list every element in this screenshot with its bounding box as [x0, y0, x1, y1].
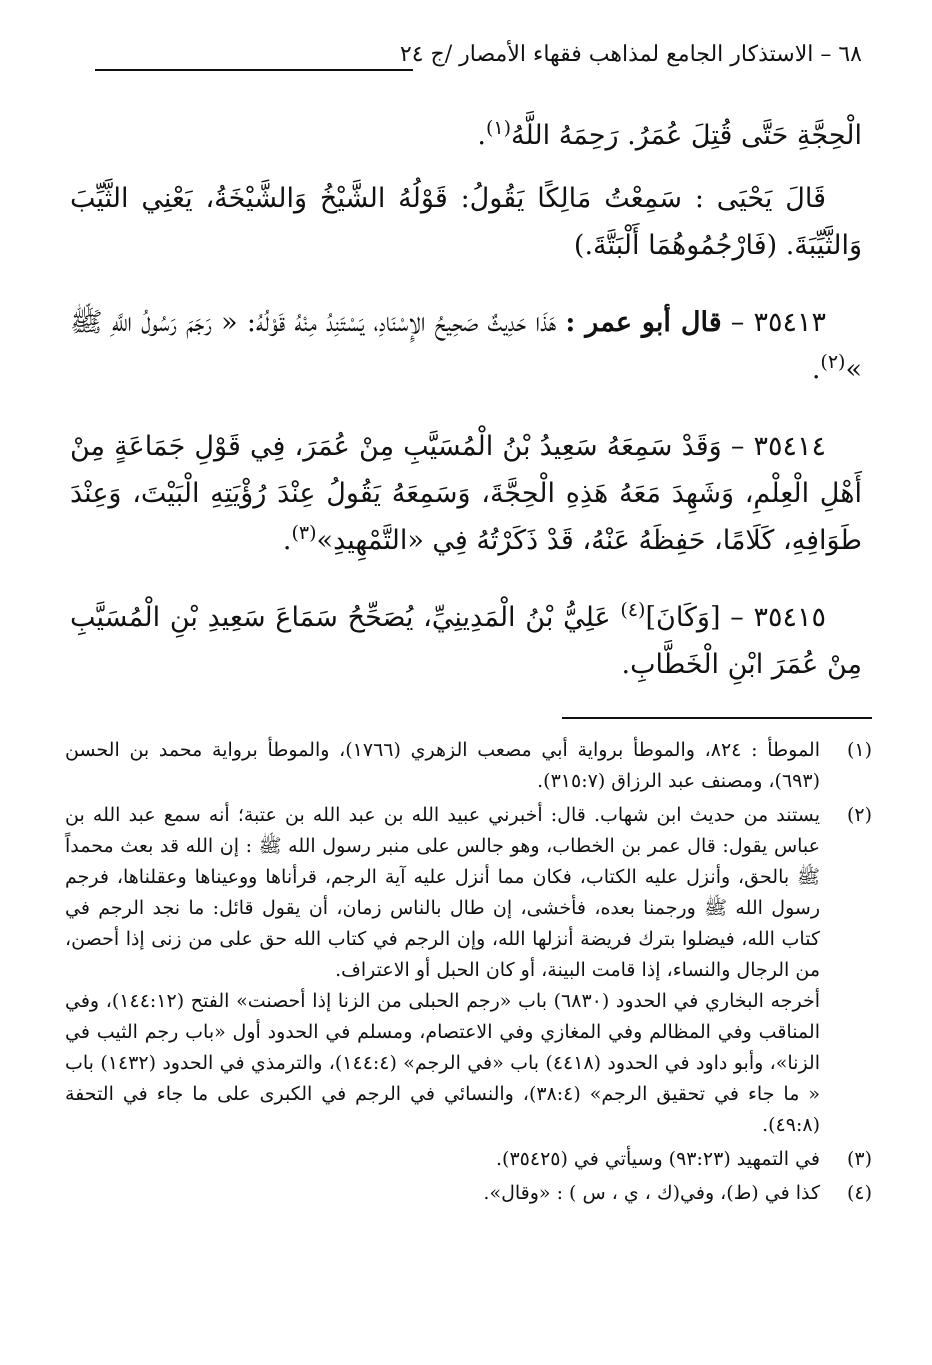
footnote-1 [65, 735, 872, 797]
footnote-separator [562, 717, 872, 719]
paragraph-35414 [70, 423, 862, 564]
paragraph-continuation [70, 112, 862, 159]
footnote-number: (٣) [846, 1148, 872, 1170]
footnote-4 [65, 1178, 872, 1209]
paragraph-end: . [811, 354, 821, 385]
footnote-body [65, 800, 820, 1141]
footnote-number: (٤) [846, 1182, 872, 1204]
footnote-body [65, 735, 820, 797]
footnote-2 [65, 800, 872, 1141]
paragraph-text: هَذَا حَدِيثٌ صَحِيحُ الإِسْنَادِ، يَسْتَنِدُ مِنْهُ قَوْلُهُ: « رَجَمَ رَسُولُ اللَّهِ ﷺ » [70, 307, 862, 385]
continuation-end: . [477, 120, 486, 151]
paragraph-number: ٣٥٤١٥ – [730, 602, 826, 633]
paragraph-35413 [70, 299, 862, 393]
paragraph-yahya: قَالَ يَحْيَى : سَمِعْتُ مَالِكًا يَقُولُ: قَوْلُهُ الشَّيْخُ وَالشَّيْخَةُ، يَعْنِي الثَّيِّبَ وَالثَّيِّبَةَ. (فَارْجُمُوهُمَا أَلْبَتَّةَ.) [70, 183, 862, 261]
footnote-ref-3[interactable]: (٣) [291, 522, 317, 544]
footnote-text: كذا في (ط)، وفي(ك ، ي ، س ) : «وقال». [483, 1182, 820, 1204]
continuation-text: الْحِجَّةِ حَتَّى قُتِلَ عُمَرُ. رَحِمَهُ اللَّهُ [511, 120, 862, 151]
footnote-ref-1[interactable]: (١) [485, 117, 512, 139]
paragraph-35415 [70, 594, 862, 688]
footnote-body [65, 1178, 820, 1209]
header-title: ٦٨ – الاستذكار الجامع لمذاهب فقهاء الأمصار /ج ٢٤ [399, 42, 862, 67]
footnote-ref-2[interactable]: (٢) [820, 351, 846, 373]
paragraph-number: ٣٥٤١٤ – [730, 431, 826, 462]
paragraph-text: عَلِيُّ بْنُ الْمَدِينِيِّ، يُصَحِّحُ سَمَاعَ سَعِيدِ بْنِ الْمُسَيَّبِ مِنْ عُمَرَ ابْنِ الْخَطَّابِ. [70, 602, 862, 680]
footnote-text: الموطأ : ٨٢٤، والموطأ برواية أبي مصعب الزهري (١٧٦٦)، والموطأ برواية محمد بن الحسن (٦٩٣)، ومصنف عبد الرزاق (٣١٥:٧). [65, 739, 820, 792]
footnotes [65, 735, 872, 1212]
footnote-text: في التمهيد (٩٣:٢٣) وسيأتي في (٣٥٤٢٥). [496, 1148, 820, 1170]
speaker-label: قال أبو عمر : [565, 307, 722, 338]
header-rule [95, 69, 413, 71]
running-header [95, 40, 862, 80]
paragraph-end: . [282, 525, 292, 556]
paragraph-text: وَقَدْ سَمِعَهُ سَعِيدُ بْنُ الْمُسَيَّبِ مِنْ عُمَرَ، فِي قَوْلِ جَمَاعَةٍ مِنْ أَهْلِ الْعِلْمِ، وَشَهِدَ مَعَهُ هَذِهِ الْحِجَّةَ، وَسَمِعَهُ يَقُولُ عِنْدَ رُؤْيَتِهِ الْبَيْتَ، وَعِنْدَ طَوَافِهِ، كَلَامًا، حَفِظَهُ عَنْهُ، قَدْ ذَكَرْتُهُ فِي «التَّمْهِيدِ» [70, 431, 862, 556]
footnote-ref-4[interactable]: (٤) [620, 599, 646, 621]
footnote-text: يستند من حديث ابن شهاب. قال: أخبرني عبيد الله بن عبد الله بن عتبة؛ أنه سمع عبد الله بن عباس يقول: قال عمر بن الخطاب، وهو جالس على منبر رسول الله ﷺ : إن الله قد بعث محمداً ﷺ بالحق، وأنزل عليه الكتاب، فكان مما أنزل عليه آية الرجم، قرأناها ووعيناها وعقلناها، فرجم رسول الله ﷺ ورجمنا بعده، فأخشى، إن طال بالناس زمان، أن يقول قائل: ما نجد الرجم في كتاب الله، فيضلوا بترك فريضة أنزلها الله، وإن الرجم في كتاب الله حق على من زنى إذا أحصن، من الرجال والنساء، إذا قامت البينة، أو كان الحبل أو الاعتراف. [65, 804, 820, 981]
bracketed-insertion: [وَكَانَ] [645, 602, 721, 633]
footnote-number: (١) [846, 739, 872, 761]
footnote-number: (٢) [846, 804, 872, 826]
footnote-body [65, 1144, 820, 1175]
footnote-3 [65, 1144, 872, 1175]
main-text [70, 112, 862, 704]
paragraph-number: ٣٥٤١٣ – [730, 307, 826, 338]
footnote-text-takhrij: أخرجه البخاري في الحدود (٦٨٣٠) باب «رجم الحبلى من الزنا إذا أحصنت» الفتح (١٤٤:١٢)، وفي المناقب وفي المظالم وفي المغازي وفي الاعتصام، ومسلم في الحدود أول «باب رجم الثيب في الزنا»، وأبو داود في الحدود (٤٤١٨) باب «في الرجم» (١٤٤:٤)، والترمذي في الحدود (١٤٣٢) باب « ما جاء في تحقيق الرجم» (٣٨:٤)، والنسائي في الرجم في الكبرى على ما جاء في التحفة (٤٩:٨). [65, 990, 821, 1136]
